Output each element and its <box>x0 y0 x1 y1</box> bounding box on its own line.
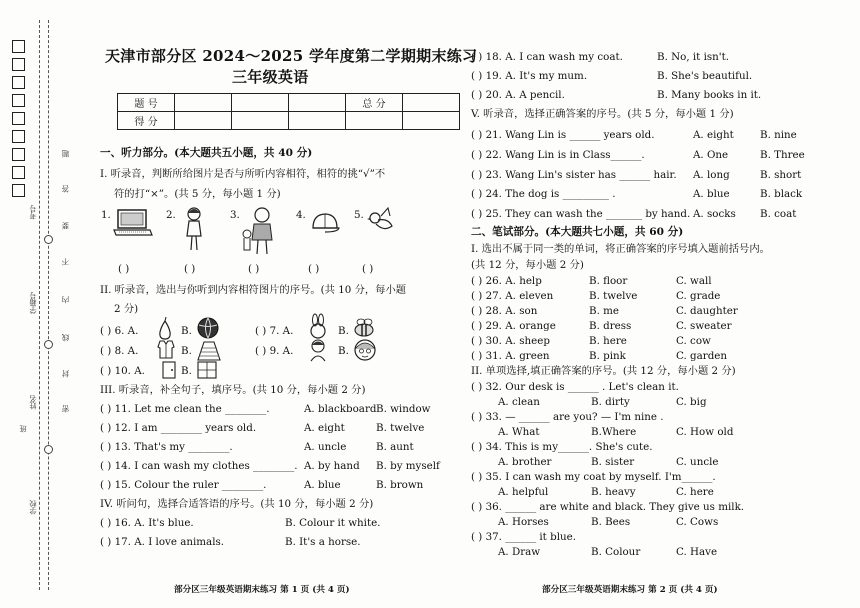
seal-word: 线 <box>61 334 70 342</box>
option-b: B. short <box>760 169 802 181</box>
school-label: 学校 <box>28 500 37 515</box>
question-17: ( ) 17. A. I love animals. <box>100 536 225 548</box>
seal-word: 不 <box>61 258 70 266</box>
option-a: A. uncle <box>304 441 347 453</box>
option-b-label: B. <box>338 325 349 337</box>
seal-word: 答 <box>61 185 70 193</box>
option-a: A. blue <box>693 188 730 200</box>
question-23: ( ) 23. Wang Lin's sister has ______ hair. <box>471 169 677 181</box>
question-19: ( ) 19. A. It's my mum. <box>471 70 588 82</box>
writing-section-2-instructions: II. 单项选择,填正确答案的序号。(共 12 分，每小题 2 分) <box>471 365 736 377</box>
question-number: 4. <box>296 209 306 221</box>
option-b: B. brown <box>376 479 424 491</box>
option-b: B. twelve <box>376 422 425 434</box>
score-cell[interactable] <box>403 112 460 130</box>
option-a: A. eight <box>304 422 345 434</box>
section-1-instructions: 符的打“×”。(共 5 分，每小题 1 分) <box>114 188 281 200</box>
question-25: ( ) 25. They can wash the _______ by hand. <box>471 208 691 220</box>
bee-icon <box>352 318 376 338</box>
door-icon <box>161 361 177 379</box>
option-b: B. Bees <box>591 516 631 528</box>
section-4-instructions: IV. 听问句，选择合适答语的序号。(共 10 分，每小题 2 分) <box>100 498 374 510</box>
part-2-heading: 二、笔试部分。(本大题共七小题，共 60 分) <box>471 226 684 238</box>
total-header-cell: 总 分 <box>346 94 403 112</box>
option-a: A. blackboard <box>304 403 377 415</box>
option-b: B. me <box>589 305 619 317</box>
question-20: ( ) 20. A. A pencil. <box>471 89 565 101</box>
option-a: A. brother <box>498 456 552 468</box>
cut-line <box>48 20 49 590</box>
option-b: B. She's beautiful. <box>657 70 753 82</box>
option-b: B. Three <box>760 149 805 161</box>
option-c: C. big <box>676 396 707 408</box>
exam-title: 天津市部分区 2024～2025 学年度第二学期期末练习 <box>105 47 478 65</box>
option-c: C. grade <box>676 290 721 302</box>
question-30: ( ) 30. A. sheep <box>471 335 550 347</box>
question-11: ( ) 11. Let me clean the ________. <box>100 403 270 415</box>
writing-section-1-instructions: (共 12 分，每小题 2 分) <box>471 259 584 271</box>
pear-icon <box>156 317 174 341</box>
option-b: B. floor <box>589 275 628 287</box>
seal-word: 封 <box>61 370 70 378</box>
question-26: ( ) 26. A. help <box>471 275 542 287</box>
option-c: C. daughter <box>676 305 738 317</box>
question-35: ( ) 35. I can wash my coat by myself. I'm______. <box>471 471 716 483</box>
laptop-icon <box>113 208 153 238</box>
binding-box <box>12 58 25 71</box>
seal-word: 要 <box>61 222 70 230</box>
girl-icon <box>183 206 205 254</box>
answer-bracket[interactable]: ( ) <box>118 263 130 275</box>
question-22: ( ) 22. Wang Lin is in Class______. <box>471 149 645 161</box>
coat-icon <box>156 339 176 359</box>
part-1-heading: 一、听力部分。(本大题共五小题，共 40 分) <box>100 147 313 159</box>
score-table-row <box>118 94 460 112</box>
option-c: C. cow <box>676 335 711 347</box>
option-a: A. What <box>498 426 540 438</box>
section-2-instructions: 2 分) <box>114 303 139 315</box>
question-7: ( ) 7. A. <box>255 325 294 337</box>
score-cell[interactable] <box>403 94 460 112</box>
grandpa-with-child-icon <box>242 206 278 256</box>
option-b-label: B. <box>181 325 192 337</box>
name-label: 姓名 <box>28 395 37 410</box>
question-number: 2. <box>166 209 176 221</box>
option-a: A. helpful <box>498 486 549 498</box>
page-2-footer: 部分区三年级英语期末练习 第 2 页 (共 4 页) <box>542 585 718 595</box>
question-15: ( ) 15. Colour the ruler ________. <box>100 479 267 491</box>
question-13: ( ) 13. That's my ________. <box>100 441 233 453</box>
question-31: ( ) 31. A. green <box>471 350 550 362</box>
question-number: 3. <box>230 209 240 221</box>
option-b: B. window <box>376 403 431 415</box>
option-b: B. by myself <box>376 460 440 472</box>
grandma-icon <box>352 337 378 363</box>
option-b: B. aunt <box>376 441 414 453</box>
option-a: A. by hand <box>304 460 360 472</box>
score-cell[interactable] <box>175 94 232 112</box>
option-c: C. wall <box>676 275 712 287</box>
binding-box <box>12 148 25 161</box>
option-b: B. here <box>589 335 627 347</box>
answer-bracket[interactable]: ( ) <box>248 263 260 275</box>
question-29: ( ) 29. A. orange <box>471 320 556 332</box>
option-c: C. garden <box>676 350 728 362</box>
option-a: A. blue <box>304 479 341 491</box>
seal-word: 题 <box>61 150 70 158</box>
question-24: ( ) 24. The dog is _________ . <box>471 188 616 200</box>
score-cell[interactable] <box>289 94 346 112</box>
question-36: ( ) 36. ______ are white and black. They give us milk. <box>471 501 745 513</box>
section-5-instructions: V. 听录音，选择正确答案的序号。(共 5 分，每小题 1 分) <box>471 108 734 120</box>
binding-box <box>12 94 25 107</box>
section-1-instructions: I. 听录音，判断所给图片是否与所听内容相符，相符的挑“√”不 <box>100 168 386 180</box>
rabbit-icon <box>308 314 328 340</box>
option-b: B. sister <box>591 456 635 468</box>
binding-box <box>12 40 25 53</box>
option-a: A. Draw <box>498 546 541 558</box>
section-3-instructions: III. 听录音，补全句子，填序号。(共 10 分，每小题 2 分) <box>100 384 366 396</box>
exam-number-label: 考号 <box>28 205 37 220</box>
question-28: ( ) 28. A. son <box>471 305 538 317</box>
answer-bracket[interactable]: ( ) <box>362 263 374 275</box>
option-b: B. It's a horse. <box>285 536 361 548</box>
option-b: B. black <box>760 188 803 200</box>
binding-hole <box>44 340 53 349</box>
exam-subtitle: 三年级英语 <box>232 68 309 86</box>
option-a: A. Horses <box>498 516 549 528</box>
option-b-label: B. <box>181 365 192 377</box>
question-18: ( ) 18. A. I can wash my coat. <box>471 51 623 63</box>
bird-icon <box>366 206 396 234</box>
option-c: C. Cows <box>676 516 719 528</box>
option-c: C. Have <box>676 546 718 558</box>
option-b: B.Where <box>591 426 637 438</box>
score-cell[interactable] <box>289 112 346 130</box>
page-1-footer: 部分区三年级英语期末练习 第 1 页 (共 4 页) <box>174 585 350 595</box>
class-label: 班 <box>18 425 27 433</box>
cap-icon <box>310 212 340 234</box>
seal-word: 密 <box>61 405 70 413</box>
option-b-label: B. <box>181 345 192 357</box>
score-table-row <box>118 112 460 130</box>
option-a: A. clean <box>498 396 540 408</box>
question-6: ( ) 6. A. <box>100 325 139 337</box>
option-a: A. socks <box>693 208 736 220</box>
skirt-icon <box>196 340 222 362</box>
binding-hole <box>44 235 53 244</box>
score-header-cell: 得 分 <box>118 112 175 130</box>
option-b: B. pink <box>589 350 626 362</box>
question-27: ( ) 27. A. eleven <box>471 290 554 302</box>
option-a: A. eight <box>693 129 734 141</box>
seal-word: 内 <box>61 296 70 304</box>
question-21: ( ) 21. Wang Lin is ______ years old. <box>471 129 655 141</box>
option-b: B. No, it isn't. <box>657 51 730 63</box>
question-12: ( ) 12. I am ________ years old. <box>100 422 257 434</box>
student-id-label: 学籍号 <box>28 292 37 314</box>
question-number: 1. <box>101 209 111 221</box>
binding-box <box>12 130 25 143</box>
question-33: ( ) 33. — ______ are you? — I'm nine . <box>471 411 664 423</box>
binding-hole <box>44 445 53 454</box>
score-cell[interactable] <box>232 94 289 112</box>
section-2-instructions: II. 听录音，选出与你听到内容相符图片的序号。(共 10 分，每小题 <box>100 284 407 296</box>
question-37: ( ) 37. ______ it blue. <box>471 531 576 543</box>
writing-section-1-instructions: I. 选出不属于同一类的单词，将正确答案的序号填入题前括号内。 <box>471 243 770 255</box>
watermelon-icon <box>197 317 219 339</box>
question-16: ( ) 16. A. It's blue. <box>100 517 194 529</box>
window-icon <box>197 361 217 379</box>
binding-line <box>39 20 40 590</box>
question-32: ( ) 32. Our desk is ______ . Let's clean it. <box>471 381 679 393</box>
binding-box <box>12 184 25 197</box>
option-b: B. Many books in it. <box>657 89 762 101</box>
answer-bracket[interactable]: ( ) <box>184 263 196 275</box>
question-14: ( ) 14. I can wash my clothes ________. <box>100 460 298 472</box>
option-a: A. One <box>693 149 729 161</box>
question-8: ( ) 8. A. <box>100 345 139 357</box>
option-b: B. coat <box>760 208 797 220</box>
option-b: B. twelve <box>589 290 638 302</box>
score-header-cell: 题 号 <box>118 94 175 112</box>
option-b-label: B. <box>338 345 349 357</box>
option-b: B. Colour <box>591 546 641 558</box>
option-b: B. heavy <box>591 486 636 498</box>
option-c: C. here <box>676 486 714 498</box>
answer-bracket[interactable]: ( ) <box>308 263 320 275</box>
binding-box <box>12 112 25 125</box>
binding-box <box>12 166 25 179</box>
option-c: C. sweater <box>676 320 732 332</box>
score-cell[interactable] <box>346 112 403 130</box>
option-b: B. Colour it white. <box>285 517 381 529</box>
option-b: B. dress <box>589 320 632 332</box>
question-number: 5. <box>354 209 364 221</box>
option-c: C. uncle <box>676 456 719 468</box>
score-cell[interactable] <box>232 112 289 130</box>
question-34: ( ) 34. This is my______. She's cute. <box>471 441 653 453</box>
question-9: ( ) 9. A. <box>255 345 294 357</box>
boy-icon <box>308 339 328 363</box>
question-10: ( ) 10. A. <box>100 365 145 377</box>
option-b: B. nine <box>760 129 797 141</box>
option-c: C. How old <box>676 426 734 438</box>
binding-box <box>12 76 25 89</box>
option-a: A. long <box>693 169 730 181</box>
score-cell[interactable] <box>175 112 232 130</box>
option-b: B. dirty <box>591 396 630 408</box>
score-table <box>117 93 460 130</box>
